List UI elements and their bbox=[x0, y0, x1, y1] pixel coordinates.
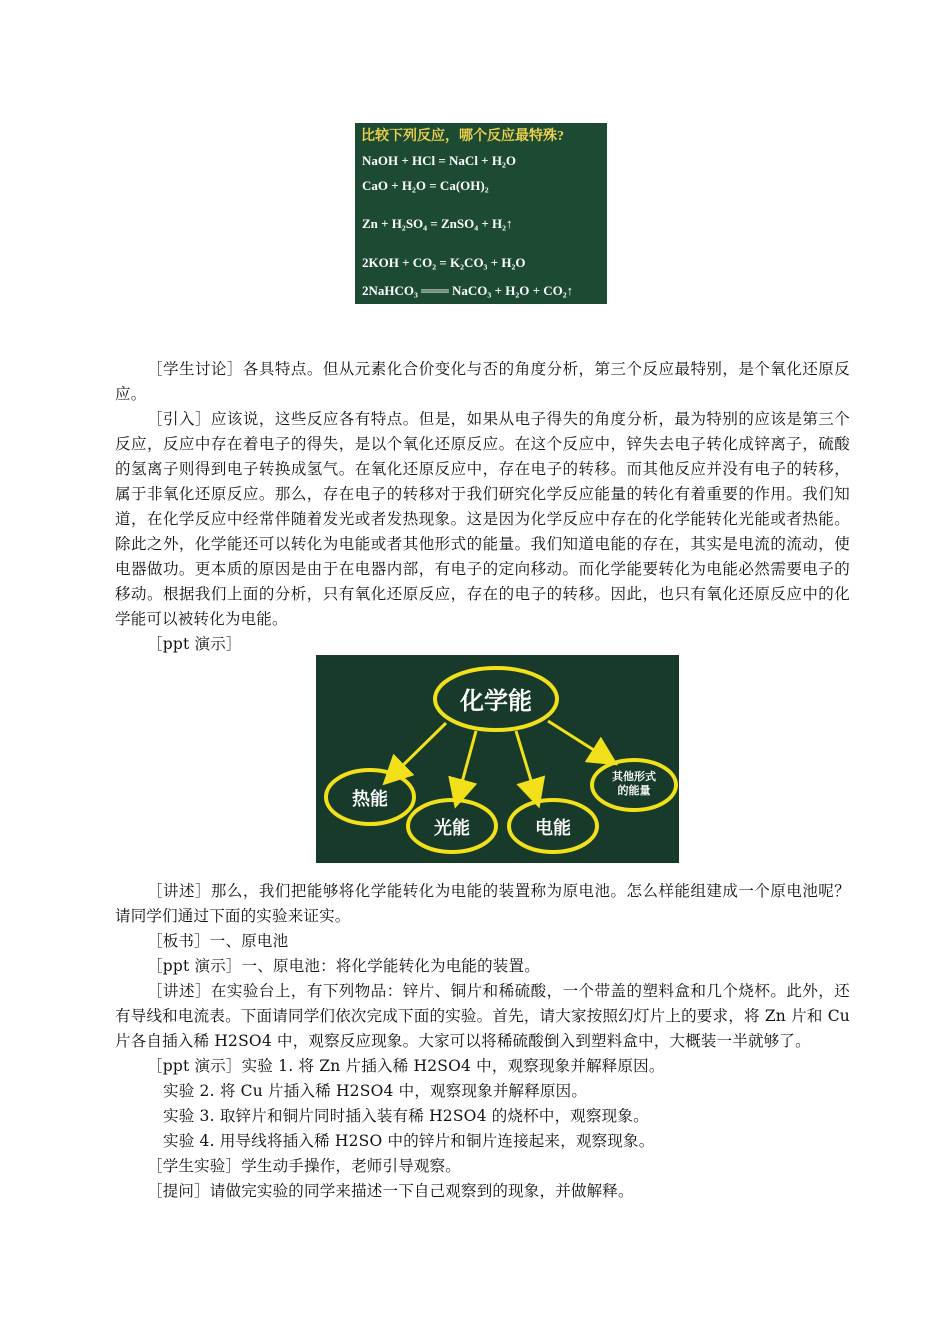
ppt-demo-definition: ［ppt 演示］一、原电池：将化学能转化为电能的装置。 bbox=[147, 957, 540, 975]
equation-2: CaO + H₂O = Ca(OH)₂ bbox=[362, 178, 489, 193]
arrow-to-electric bbox=[516, 731, 536, 797]
paragraph-lecture-1: ［讲述］那么，我们把能够将化学能转化为电能的装置称为原电池。怎么样能组建成一个原电池呢？请同学们通过下面的实验来证实。 bbox=[115, 882, 850, 925]
board-title: 比较下列反应，哪个反应最特殊? bbox=[361, 129, 564, 144]
arrow-to-light bbox=[458, 731, 476, 797]
center-node-label: 化学能 bbox=[460, 687, 532, 715]
paragraph-lecture-2: ［讲述］在实验台上，有下列物品：锌片、铜片和稀硫酸，一个带盖的塑料盒和几个烧杯。此外，还有导线和电流表。下面请同学们依次完成下面的实验。首先，请大家按照幻灯片上的要求，将 Zn 片和 Cu 片各自插入稀 H2SO4 中，观察反应现象。大家可以将稀硫酸倒入到塑料盒中，大概装一半就够了。 bbox=[115, 982, 850, 1050]
arrow-to-heat bbox=[391, 723, 446, 777]
mindmap-svg bbox=[316, 655, 679, 863]
paragraph-student-discussion: ［学生讨论］各具特点。但从元素化合价变化与否的角度分析，第三个反应最特别，是个氧化还原反应。 bbox=[115, 360, 850, 403]
experiment-3: 实验 3. 取锌片和铜片同时插入装有稀 H2SO4 的烧杯中，观察现象。 bbox=[163, 1107, 649, 1125]
board-writing: ［板书］一、原电池 bbox=[147, 932, 289, 950]
experiment-1: ［ppt 演示］实验 1. 将 Zn 片插入稀 H2SO4 中，观察现象并解释原因。 bbox=[147, 1057, 665, 1075]
arrow-to-other bbox=[548, 721, 608, 759]
other-node-label: 其他形式的能量 bbox=[612, 770, 656, 797]
paragraph-introduction: ［引入］应该说，这些反应各有特点。但是，如果从电子得失的角度分析，最为特别的应该是第三个反应，反应中存在着电子的得失，是以个氧化还原反应。在这个反应中，锌失去电子转化成锌离子，硫酸的氢离子则得到电子转换成氢气。在氧化还原反应中，存在电子的转移。而其他反应并没有电子的转移，属于非氧化还原反应。那么，存在电子的转移对于我们研究化学反应能量的转化有着重要的作用。我们知道，在化学反应中经常伴随着发光或者发热现象。这是因为化学反应中存在的化学能转化光能或者热能。除此之外，化学能还可以转化为电能或者其他形式的能量。我们知道电能的存在，其实是电流的流动，使电器做功。更本质的原因是由于在电器内部，有电子的定向移动。而化学能要转化为电能必然需要电子的移动。根据我们上面的分析，只有氧化还原反应，存在的电子的转移。因此，也只有氧化还原反应中的化学能可以被转化为电能。 bbox=[115, 410, 850, 628]
equation-4: 2KOH + CO₂ = K₂CO₃ + H₂O bbox=[362, 255, 526, 270]
energy-mindmap bbox=[316, 655, 679, 863]
light-node-label: 光能 bbox=[434, 818, 470, 839]
student-experiment: ［学生实验］学生动手操作，老师引导观察。 bbox=[147, 1157, 462, 1175]
experiment-2: 实验 2. 将 Cu 片插入稀 H2SO4 中，观察现象并解释原因。 bbox=[163, 1082, 588, 1100]
electric-node-label: 电能 bbox=[535, 818, 571, 839]
equation-5: 2NaHCO₃ ═══ NaCO₃ + H₂O + CO₂↑ bbox=[362, 283, 574, 298]
experiment-4: 实验 4. 用导线将插入稀 H2SO 中的锌片和铜片连接起来，观察现象。 bbox=[163, 1132, 655, 1150]
question: ［提问］请做完实验的同学来描述一下自己观察到的现象，并做解释。 bbox=[147, 1182, 634, 1200]
ppt-demo-label: ［ppt 演示］ bbox=[147, 635, 242, 653]
reaction-comparison-board bbox=[355, 123, 607, 304]
heat-node-label: 热能 bbox=[352, 789, 388, 810]
equation-3: Zn + H₂SO₄ = ZnSO₄ + H₂↑ bbox=[362, 216, 513, 231]
equation-1: NaOH + HCl = NaCl + H₂O bbox=[362, 153, 516, 168]
